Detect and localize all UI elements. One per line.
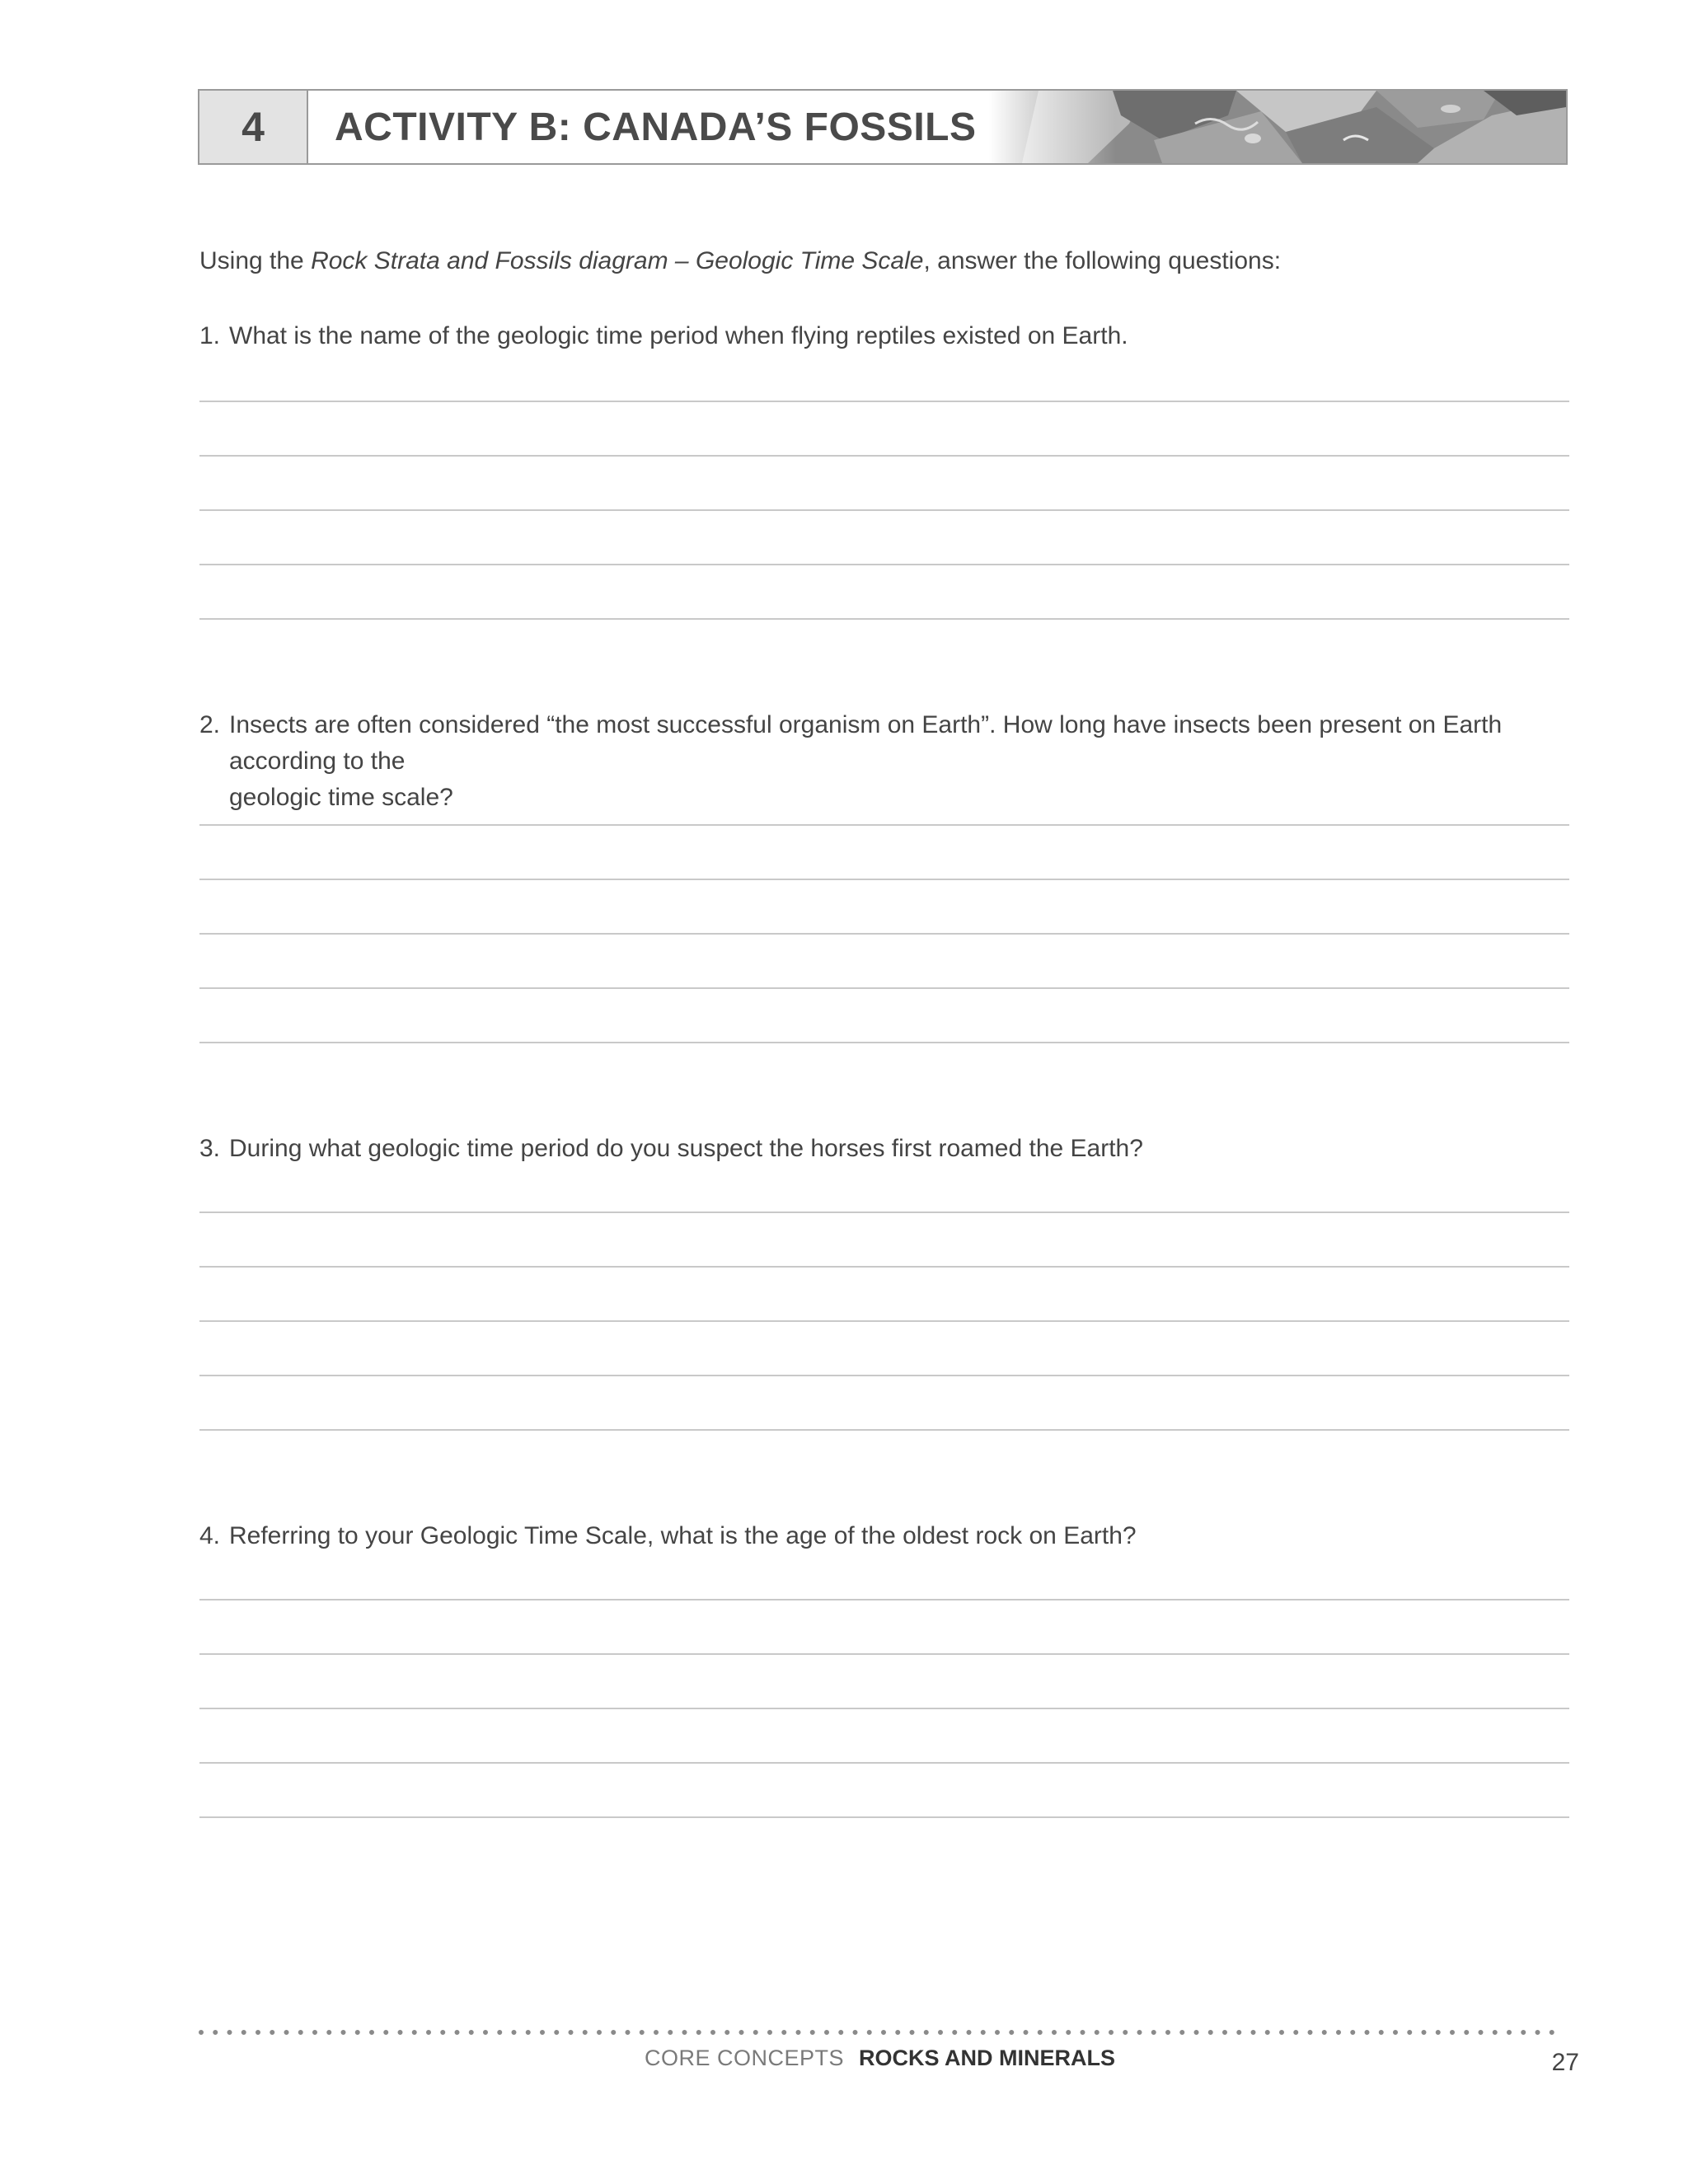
question-number: 3. <box>199 1135 221 1162</box>
answer-line[interactable] <box>199 1429 1569 1431</box>
answer-line[interactable] <box>199 987 1569 989</box>
question-2 <box>199 707 1568 816</box>
question-number: 1. <box>199 322 221 349</box>
question-1 <box>199 318 1568 354</box>
footer-dotted-rule <box>198 2029 1569 2036</box>
question-text: During what geologic time period do you suspect the horses first roamed the Earth? <box>229 1135 1143 1162</box>
activity-title-area <box>308 91 1566 163</box>
page-number: 27 <box>1551 2049 1579 2076</box>
answer-line[interactable] <box>199 1212 1569 1213</box>
footer-section-name: ROCKS AND MINERALS <box>859 2046 1116 2070</box>
question-number: 4. <box>199 1522 221 1549</box>
question-3 <box>199 1131 1568 1167</box>
answer-line[interactable] <box>199 509 1569 511</box>
answer-line[interactable] <box>199 1599 1569 1601</box>
instructions-prefix: Using the <box>199 247 312 274</box>
question-text: Referring to your Geologic Time Scale, what is the age of the oldest rock on Earth? <box>229 1522 1137 1549</box>
instructions-diagram-reference: Rock Strata and Fossils diagram – Geologic Time Scale <box>311 247 924 274</box>
instructions-suffix: , answer the following questions: <box>923 247 1282 274</box>
answer-line[interactable] <box>199 564 1569 565</box>
answer-line[interactable] <box>199 455 1569 457</box>
answer-line[interactable] <box>199 933 1569 935</box>
question-text-continued: geologic time scale? <box>229 784 453 811</box>
answer-line[interactable] <box>199 618 1569 620</box>
answer-line[interactable] <box>199 401 1569 402</box>
answer-line[interactable] <box>199 879 1569 880</box>
answer-line[interactable] <box>199 1708 1569 1709</box>
section-number: 4 <box>199 91 308 163</box>
footer-label <box>645 2046 1115 2071</box>
answer-line[interactable] <box>199 1320 1569 1322</box>
answer-line[interactable] <box>199 1762 1569 1764</box>
rock-photo-banner <box>989 91 1566 163</box>
instructions <box>199 247 1281 275</box>
answer-line[interactable] <box>199 824 1569 826</box>
answer-line[interactable] <box>199 1266 1569 1268</box>
answer-line[interactable] <box>199 1375 1569 1376</box>
question-number: 2. <box>199 711 221 738</box>
activity-title: ACTIVITY B: CANADA’S FOSSILS <box>335 105 977 149</box>
question-4 <box>199 1518 1568 1554</box>
answer-line[interactable] <box>199 1042 1569 1043</box>
answer-line[interactable] <box>199 1653 1569 1655</box>
question-text: Insects are often considered “the most successful organism on Earth”. How long have insects been present on Earth according to the <box>229 711 1503 775</box>
answer-line[interactable] <box>199 1816 1569 1818</box>
page-footer <box>0 2046 1688 2079</box>
footer-core-concepts: CORE CONCEPTS <box>645 2046 845 2070</box>
activity-header <box>198 89 1568 165</box>
question-text: What is the name of the geologic time period when flying reptiles existed on Earth. <box>229 322 1128 349</box>
